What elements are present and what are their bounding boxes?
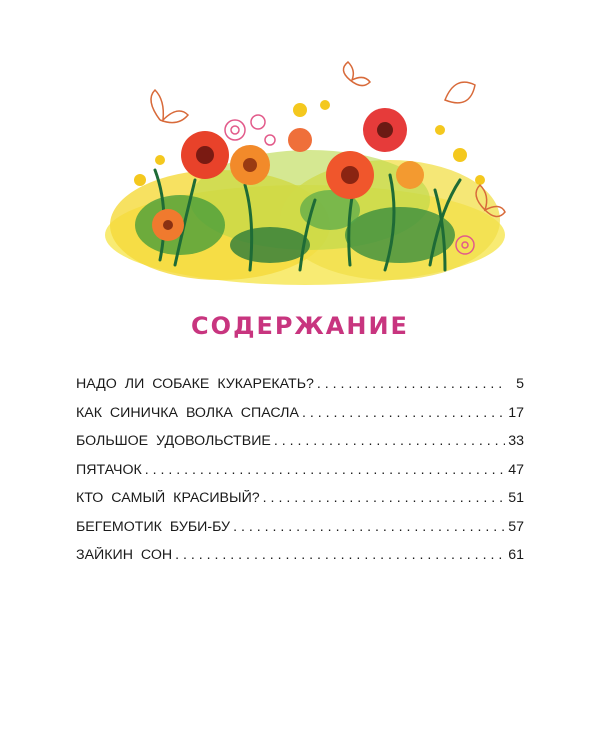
toc-entry-page: 61	[508, 547, 524, 563]
toc-entry[interactable]	[76, 490, 524, 519]
toc-entry[interactable]	[76, 547, 524, 576]
toc-entry[interactable]	[76, 405, 524, 434]
toc-leader-dots	[317, 376, 507, 392]
toc-entry-title: БОЛЬШОЕ УДОВОЛЬСТВИЕ	[76, 433, 271, 449]
flower-meadow-illustration	[100, 60, 510, 300]
toc-entry[interactable]	[76, 462, 524, 491]
toc-entry-title: НАДО ЛИ СОБАКЕ КУКАРЕКАТЬ?	[76, 376, 314, 392]
toc-entry-title: БЕГЕМОТИК БУБИ-БУ	[76, 518, 231, 535]
flower-meadow-icon	[100, 60, 510, 300]
toc-entry-title: ПЯТАЧОК	[76, 461, 142, 478]
toc-entry-page: 57	[508, 518, 524, 535]
toc-leader-dots	[233, 519, 505, 535]
toc-entry-page: 51	[508, 490, 524, 506]
toc-leader-dots	[274, 433, 505, 449]
toc-entry-title: КАК СИНИЧКА ВОЛКА СПАСЛА	[76, 404, 299, 421]
toc-leader-dots	[302, 405, 505, 421]
toc-entry[interactable]	[76, 433, 524, 462]
toc-entry-title: ЗАЙКИН СОН	[76, 547, 173, 563]
toc-entry-page: 5	[516, 376, 524, 392]
toc-entry-page: 17	[508, 404, 524, 421]
toc-entry-page: 33	[508, 433, 524, 449]
toc-entry-title: КТО САМЫЙ КРАСИВЫЙ?	[76, 490, 260, 506]
toc-leader-dots	[175, 547, 505, 563]
toc-leader-dots	[263, 490, 506, 506]
page-title: СОДЕРЖАНИЕ	[191, 312, 409, 340]
toc-entry[interactable]	[76, 519, 524, 548]
toc-entry-page: 47	[508, 461, 524, 478]
toc-leader-dots	[145, 462, 505, 478]
table-of-contents	[76, 376, 524, 576]
toc-entry[interactable]	[76, 376, 524, 405]
